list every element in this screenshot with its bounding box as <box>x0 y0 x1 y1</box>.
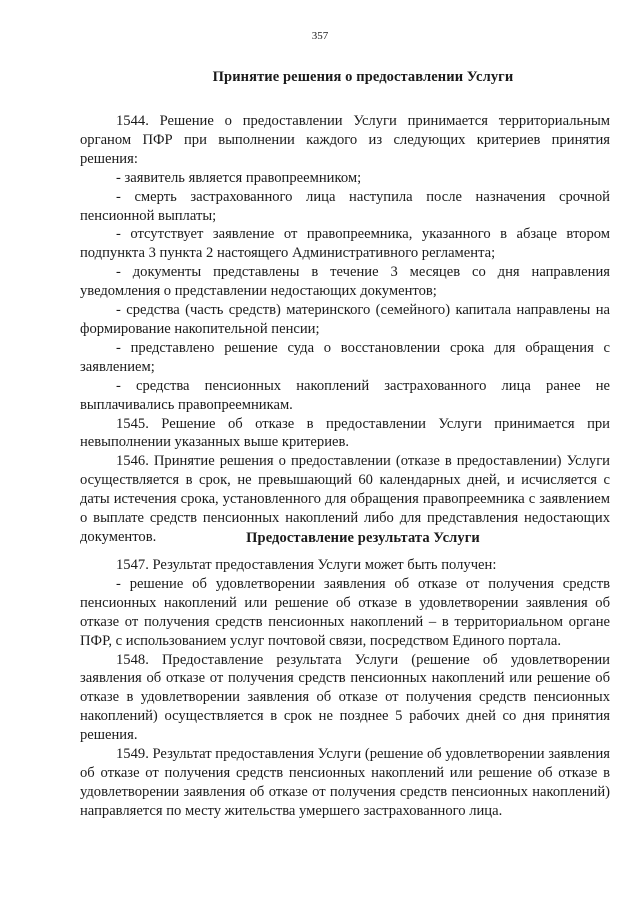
section-body-decision <box>80 112 610 547</box>
paragraph-1544: 1544. Решение о предоставлении Услуги принимается территориальным органом ПФР при выполнении каждого из следующих критериев принятия решения: <box>80 113 610 167</box>
criterion-item: - заявитель является правопреемником; <box>116 169 362 186</box>
section-body-result <box>80 556 610 821</box>
paragraph-1545: 1545. Решение об отказе в предоставлении Услуги принимается при невыполнении указанных выше критериев. <box>80 415 610 451</box>
paragraph-1549: 1549. Результат предоставления Услуги (решение об удовлетворении заявления об отказе от получения средств пенсионных накоплений или решение об отказе в удовлетворении заявления об отказе от получения средств пенсионных накоплений) направляется по месту жительства умершего застрахованного лица. <box>80 746 610 819</box>
criterion-item: - документы представлены в течение 3 месяцев со дня направления уведомления о представлении недостающих документов; <box>80 264 610 300</box>
criterion-item: - средства (часть средств) материнского (семейного) капитала направлены на формирование накопительной пенсии; <box>80 302 610 337</box>
section-heading-result: Предоставление результата Услуги <box>246 530 480 546</box>
section-heading-decision: Принятие решения о предоставлении Услуги <box>212 69 514 85</box>
page-number: 357 <box>311 30 329 42</box>
criterion-item: - средства пенсионных накоплений застрахованного лица ранее не выплачивались правопреемникам. <box>80 377 610 413</box>
paragraph-1547: 1547. Результат предоставления Услуги может быть получен: <box>116 557 497 573</box>
criterion-item: - отсутствует заявление от правопреемника, указанного в абзаце втором подпункта 3 пункта 2 настоящего Административного регламента; <box>80 226 610 262</box>
result-item: - решение об удовлетворении заявления об отказе от получения средств пенсионных накоплений или решение об отказе в удовлетворении заявления об отказе от получения средств пенсионных накоплений – в территориальном органе ПФР, с использованием услуг почтовой связи, посредством Единого портала. <box>80 575 610 649</box>
criterion-item: - смерть застрахованного лица наступила после назначения срочной пенсионной выплаты; <box>80 188 610 224</box>
paragraph-1548: 1548. Предоставление результата Услуги (решение об удовлетворении заявления об отказе от получения средств пенсионных накоплений или решение об отказе в удовлетворении заявления об отказе от получения средств пенсионных накоплений) осуществляется в срок не позднее 5 рабочих дней со дня принятия решения. <box>80 651 610 744</box>
paragraph-1546: 1546. Принятие решения о предоставлении (отказе в предоставлении) Услуги осуществляется в срок, не превышающий 60 календарных дней, и исчисляется с даты истечения срока, установленного для обращения правопреемника с заявлением о выплате средств пенсионных накоплений либо для представления недостающих документов. <box>80 453 610 545</box>
criterion-item: - представлено решение суда о восстановлении срока для обращения с заявлением; <box>80 339 610 375</box>
